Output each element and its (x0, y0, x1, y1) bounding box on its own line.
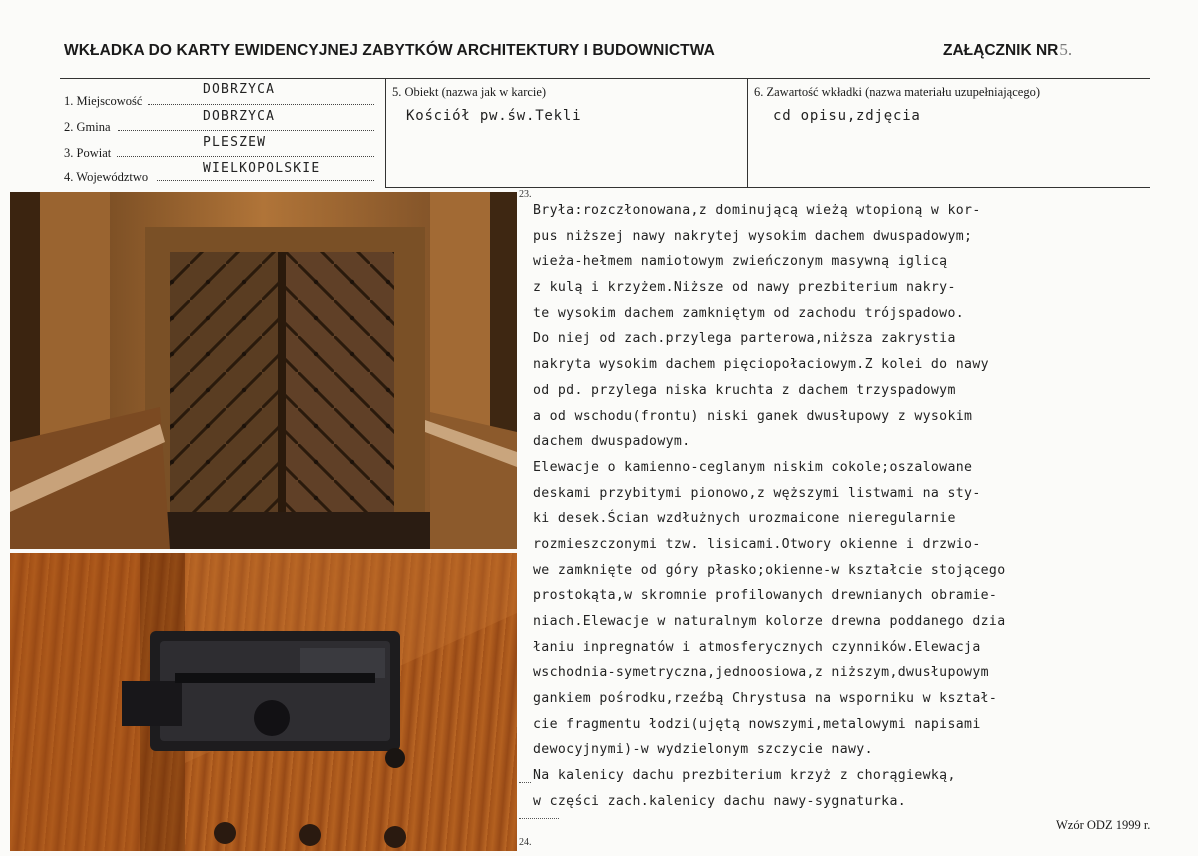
door-lock-image (10, 553, 517, 851)
powiat-value: PLESZEW (203, 135, 267, 150)
description-line: Bryła:rozczłonowana,z dominującą wieżą wtopioną w kor- (533, 203, 981, 218)
annex-number: 5. (1059, 40, 1073, 59)
miejscowosc-label: 1. Miejscowość (64, 94, 143, 108)
annex-label-text: ZAŁĄCZNIK NR (943, 42, 1059, 59)
contents-value: cd opisu,zdjęcia (773, 108, 921, 124)
powiat-dots (117, 156, 374, 157)
column-divider-1 (385, 78, 386, 188)
description-line: a od wschodu(frontu) niski ganek dwusłupowy z wysokim (533, 408, 973, 424)
description-line: Elewacje o kamienno-ceglanym niskim cokole;oszalowane (533, 459, 973, 475)
table-top-border (60, 78, 1150, 79)
dotted-leader-line (519, 782, 531, 783)
gmina-dots (118, 130, 374, 131)
description-line: nakryta wysokim dachem pięciopołaciowym.Z kolei do nawy (533, 357, 989, 373)
description-line: wschodnia-symetryczna,jednoosiowa,z niższym,dwusłupowym (533, 665, 989, 681)
gmina-value: DOBRZYCA (203, 109, 276, 124)
document-title: WKŁADKA DO KARTY EWIDENCYJNEJ ZABYTKÓW ARCHITEKTURY I BUDOWNICTWA (64, 42, 715, 59)
description-text (533, 198, 1133, 815)
photo-number-24: 24. (519, 837, 532, 848)
description-line: cie fragmentu łodzi(ujętą nowszymi,metalowymi napisami (533, 716, 981, 732)
wojewodztwo-label: 4. Województwo (64, 170, 149, 184)
description-line: Do niej od zach.przylega parterowa,niższa zakrystia (533, 331, 956, 347)
photo-number-23: 23. (519, 189, 532, 200)
column-divider-2 (747, 78, 748, 188)
wojewodztwo-value: WIELKOPOLSKIE (203, 161, 321, 176)
description-line: rozmieszczonymi tzw. lisicami.Otwory okienne i drzwio- (533, 536, 981, 552)
description-line: dachem dwuspadowym. (533, 434, 691, 450)
description-line: wieża-hełmem namiotowym zwieńczonym masywną iglicą (533, 254, 948, 270)
description-line: gankiem pośrodku,rzeźbą Chrystusa na wsporniku w kształ- (533, 691, 998, 707)
description-line: prostokąta,w skromnie profilowanych drewnianych obramie- (533, 588, 998, 604)
table-bottom-border (386, 187, 1150, 188)
church-door-photo (10, 189, 532, 549)
church-door-image (10, 192, 517, 549)
description-line: z kulą i krzyżem.Niższe od nawy prezbiterium nakry- (533, 280, 956, 296)
wojewodztwo-dots (157, 180, 374, 181)
gmina-label: 2. Gmina (64, 120, 111, 134)
description-line: te wysokim dachem zamkniętym od zachodu trójspadowo. (533, 305, 965, 321)
object-value: Kościół pw.św.Tekli (406, 108, 582, 124)
description-line: niach.Elewacje w naturalnym kolorze drewna poddanego dzia (533, 614, 1006, 629)
description-line: ki desek.Ścian wzdłużnych urozmaicone nieregularnie (533, 511, 956, 527)
contents-label: 6. Zawartość wkładki (nazwa materiału uzupełniającego) (754, 85, 1040, 99)
dotted-leader-line-bottom (519, 818, 559, 819)
description-line: pus niższej nawy nakrytej wysokim dachem dwuspadowym; (533, 228, 973, 244)
description-line: dewocyjnymi)-w wydzielonym szczycie nawy. (533, 742, 873, 758)
form-model-label: Wzór ODZ 1999 r. (1056, 818, 1151, 832)
description-line: deskami przybitymi pionowo,z węższymi listwami na sty- (533, 485, 981, 501)
miejscowosc-value: DOBRZYCA (203, 82, 276, 97)
description-line: od pd. przylega niska kruchta z dachem trzyspadowym (533, 382, 956, 398)
miejscowosc-dots (148, 104, 374, 105)
description-line: łaniu inpregnatów i atmosferycznych czynników.Elewacja (533, 639, 981, 655)
powiat-label: 3. Powiat (64, 146, 112, 160)
annex-label (943, 40, 1072, 60)
object-label: 5. Obiekt (nazwa jak w karcie) (392, 85, 547, 99)
description-line: we zamknięte od góry płasko;okienne-w kształcie stojącego (533, 562, 1006, 578)
description-line: w części zach.kalenicy dachu nawy-sygnaturka. (533, 793, 907, 809)
door-lock-photo (10, 553, 517, 851)
description-line: Na kalenicy dachu prezbiterium krzyż z chorągiewką, (533, 768, 956, 784)
